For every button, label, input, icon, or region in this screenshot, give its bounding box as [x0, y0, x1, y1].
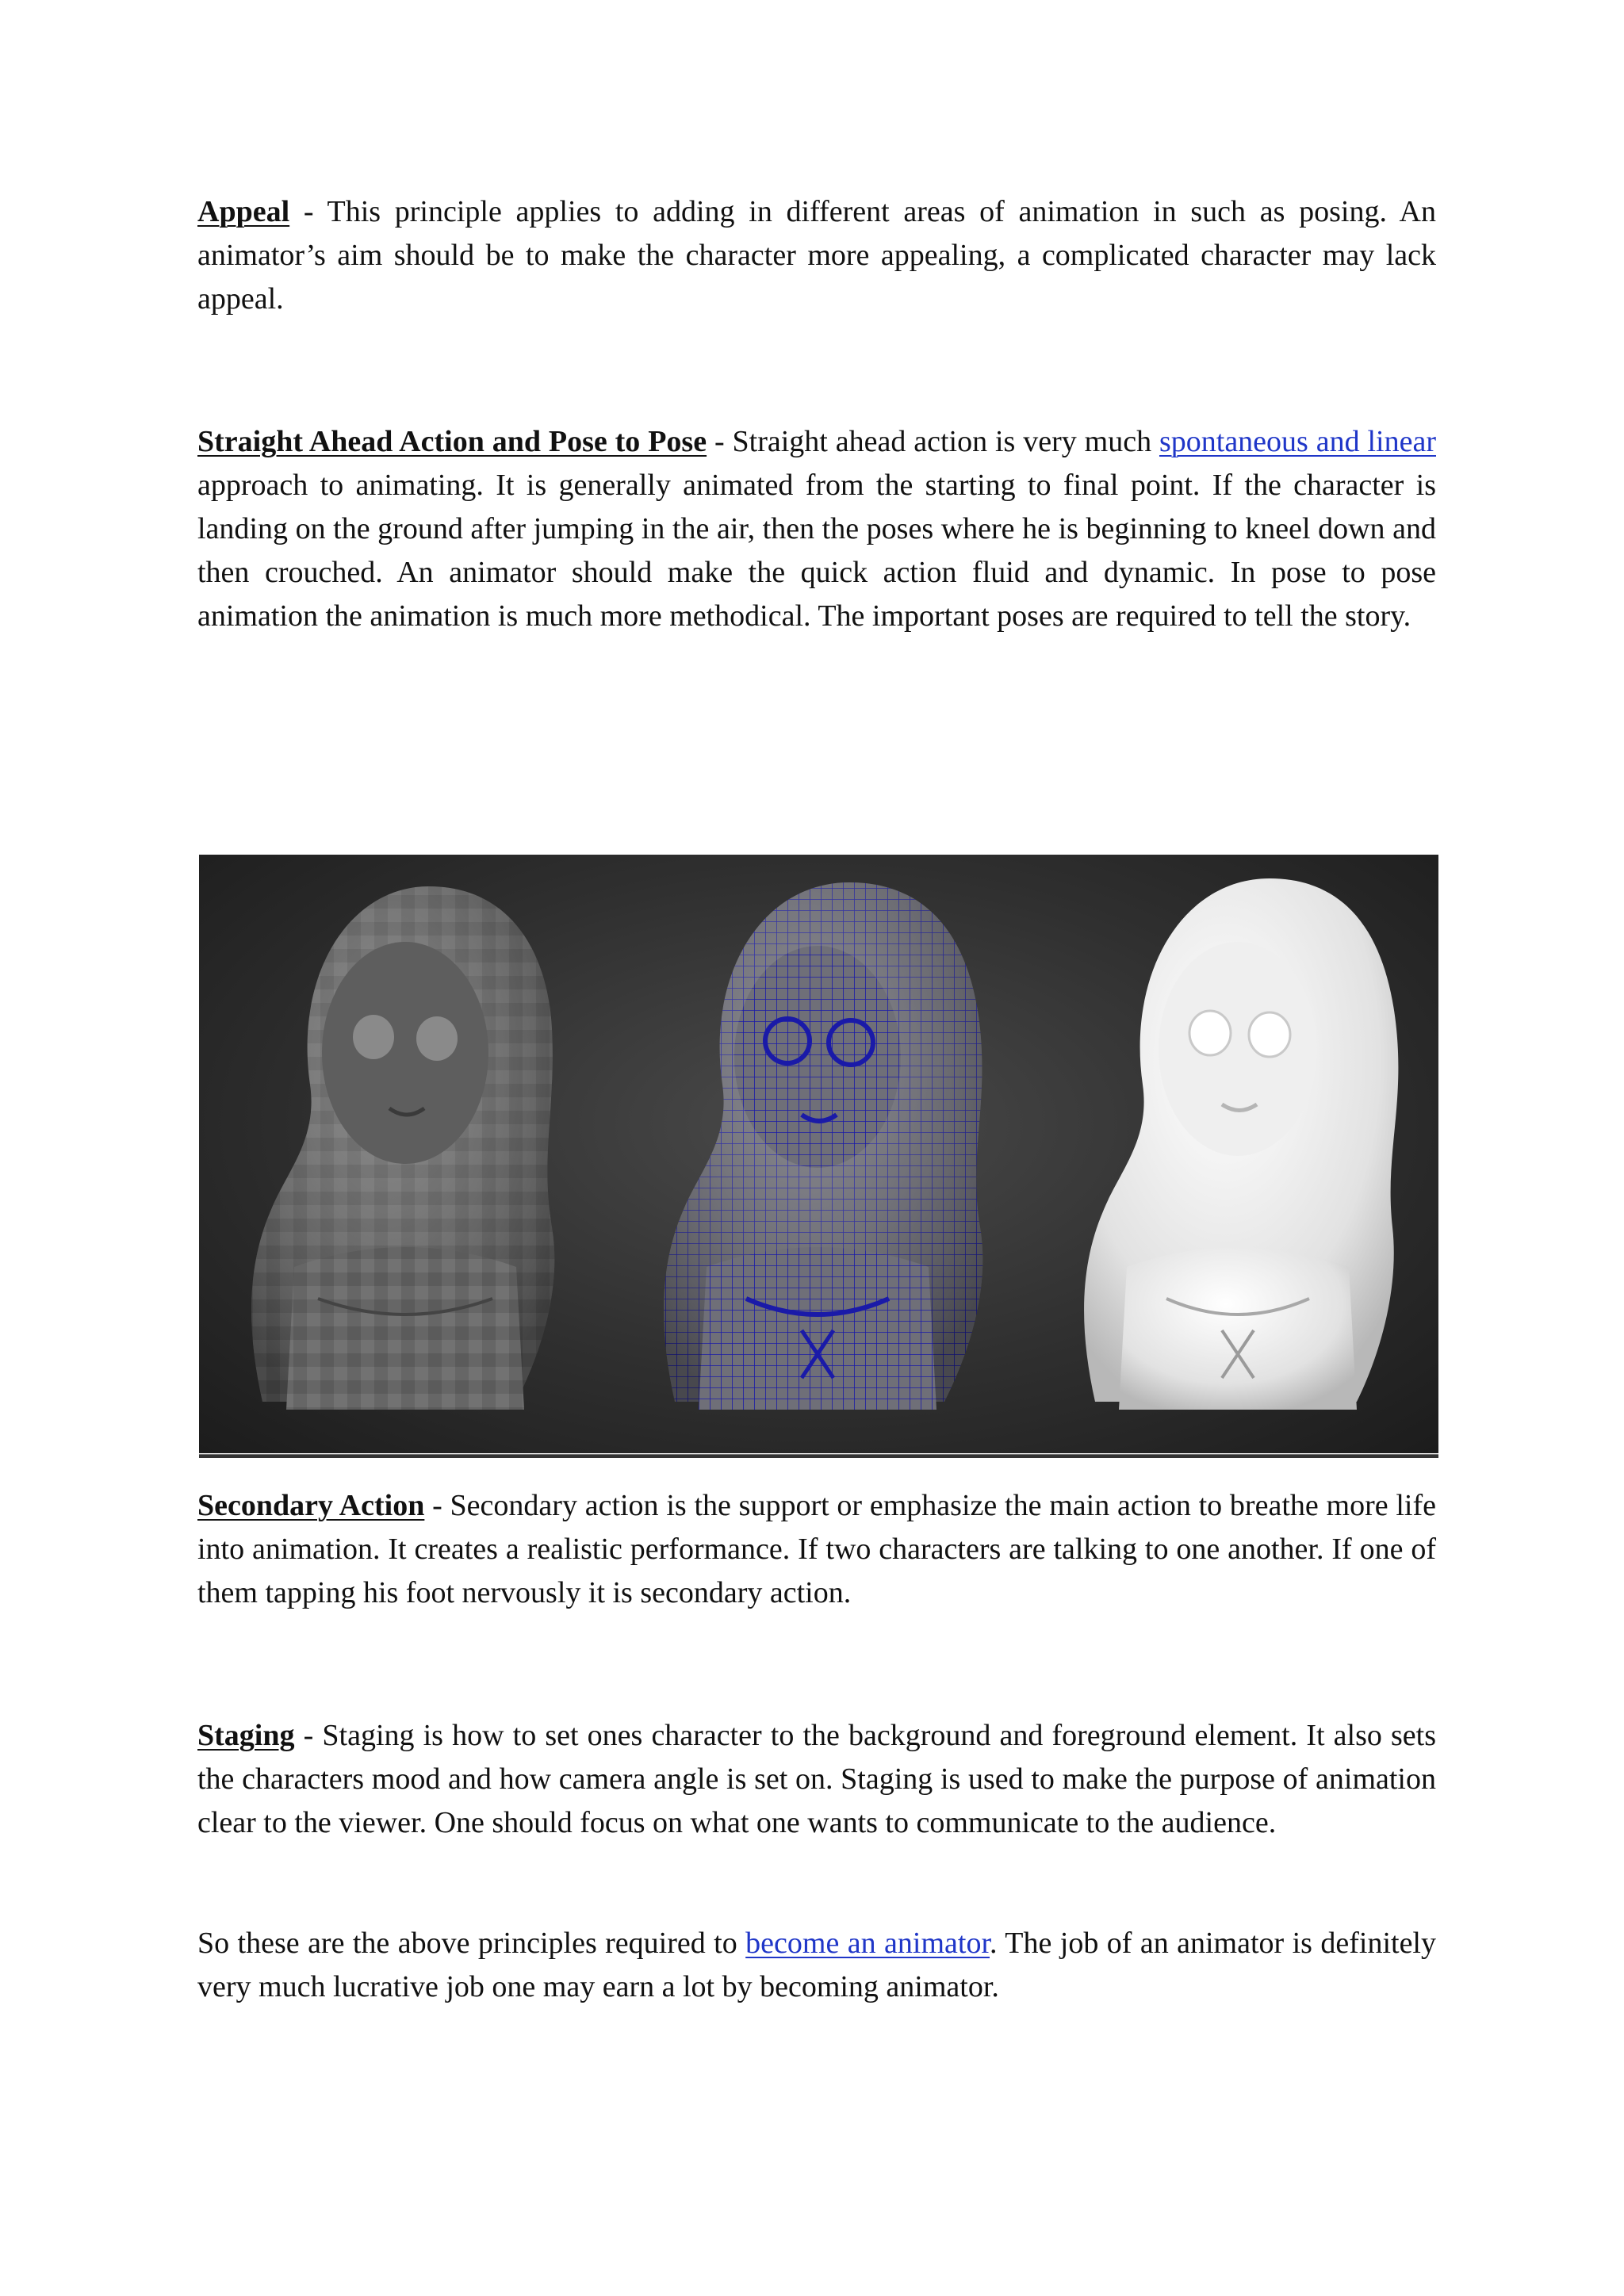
secondary-action-paragraph [197, 1484, 1436, 1615]
secondary-action-text: - Secondary action is the support or emphasize the main action to breathe more life into animation. It creates a realistic performance. If two characters are talking to one another. If one of them tapping his foot nervously it is secondary action. [197, 1489, 1437, 1609]
straight-ahead-text-2: approach to animating. It is generally animated from the starting to final point. If the character is landing on the ground after jumping in the air, then the poses where he is beginning to kneel down and then crouched. An animator should make the quick action fluid and dynamic. In pose to pose animation the animation is much more methodical. The important poses are required to tell the story. [197, 469, 1436, 633]
straight-ahead-paragraph [197, 420, 1436, 638]
conclusion-text-2: . The job of an animator is definitely very much lucrative job one may earn a lot by becoming animator. [197, 1927, 1436, 2003]
spontaneous-linear-link[interactable]: spontaneous and linear [1159, 425, 1436, 458]
character-bust-figure [199, 855, 1438, 1453]
figure-divider [199, 1454, 1438, 1458]
conclusion-text-1: So these are the above principles required to [197, 1927, 746, 1960]
bust-smooth [1084, 878, 1398, 1410]
straight-ahead-heading: Straight Ahead Action and Pose to Pose [197, 425, 707, 458]
conclusion-section [197, 1922, 1436, 2009]
appeal-text: - This principle applies to adding in different areas of animation in such as posing. An animator’s aim should be to make the character more appealing, a complicated character may lack appeal. [197, 195, 1436, 316]
secondary-action-section [197, 1484, 1436, 1615]
straight-ahead-section [197, 420, 1436, 638]
appeal-heading: Appeal [197, 195, 290, 228]
bust-faceted [251, 886, 554, 1410]
staging-section [197, 1714, 1436, 1845]
staging-text: - Staging is how to set ones character to the background and foreground element. It also sets the characters mood and how camera angle is set on. Staging is used to make the purpose of animation clear to the viewer. One should focus on what one wants to communicate to the audience. [197, 1719, 1436, 1839]
conclusion-paragraph [197, 1922, 1436, 2009]
3d-character-bust-render-comparison-icon [199, 855, 1438, 1453]
staging-paragraph [197, 1714, 1436, 1845]
secondary-action-heading: Secondary Action [197, 1489, 425, 1522]
bust-wireframe [664, 882, 982, 1410]
staging-heading: Staging [197, 1719, 295, 1752]
appeal-paragraph [197, 190, 1436, 321]
appeal-section [197, 190, 1436, 321]
straight-ahead-text-1: - Straight ahead action is very much [707, 425, 1159, 458]
become-animator-link[interactable]: become an animator [745, 1927, 990, 1960]
